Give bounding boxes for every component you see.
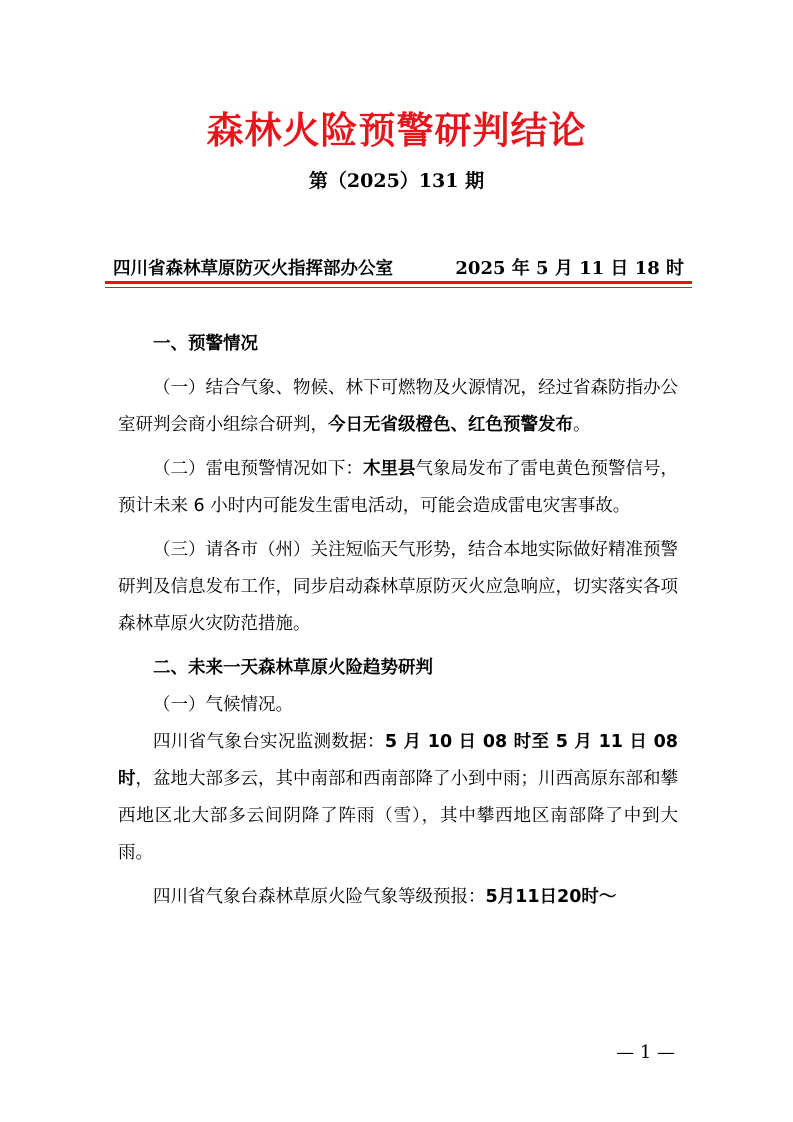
paragraph-text: 四川省气象台实况监测数据：	[153, 732, 385, 752]
emphasis-text: 5月11日20时～	[485, 887, 617, 907]
paragraph-text: 。	[573, 415, 591, 435]
section-heading-warning: 一、预警情况	[153, 334, 258, 354]
issue-number: 第（2025）131 期	[308, 170, 485, 192]
paragraph-climate-1	[118, 724, 678, 872]
paragraph-warning-2	[118, 451, 678, 525]
paragraph-warning-1	[118, 370, 678, 444]
paragraph-text: ，盆地大部多云，其中南部和西南部降了小到中雨；川西高原东部和攀西地区北大部多云间阴降了阵雨（雪），其中攀西地区南部降了中到大雨。	[118, 769, 678, 863]
paragraph-text: （二）雷电预警情况如下：	[153, 459, 363, 479]
paragraph-text: 气象局发布了雷电黄色预警信号，预计未来 6 小时内可能发生雷电活动，可能会造成雷电灾害事故。	[118, 459, 678, 516]
paragraph-warning-3: （三）请各市（州）关注短临天气形势，结合本地实际做好精准预警研判及信息发布工作，同步启动森林草原防灭火应急响应，切实落实各项森林草原火灾防范措施。	[118, 540, 678, 634]
paragraph-climate-2	[118, 879, 678, 916]
paragraph-text: 四川省气象台森林草原火险气象等级预报：	[153, 887, 486, 907]
document-body	[118, 322, 678, 923]
subheading-climate: （一）气候情况。	[153, 695, 293, 715]
emphasis-text: 5 月 10 日 08 时至 5 月 11 日 08 时	[118, 732, 678, 789]
emphasis-text: 今日无省级橙色、红色预警发布	[328, 415, 573, 435]
issuer-name: 四川省森林草原防灭火指挥部办公室	[113, 259, 393, 279]
paragraph-text: （一）结合气象、物候、林下可燃物及火源情况，经过省森防指办公室研判会商小组综合研判，	[118, 378, 678, 435]
section-heading-trend: 二、未来一天森林草原火险趋势研判	[153, 658, 433, 678]
header-divider-thick	[105, 281, 692, 284]
page-number: — 1 —	[616, 1042, 675, 1063]
header-divider-thin	[105, 287, 692, 288]
document-title: 森林火险预警研判结论	[206, 109, 587, 152]
issue-date: 2025 年 5 月 11 日 18 时	[455, 258, 684, 279]
emphasis-text: 木里县	[363, 459, 416, 479]
